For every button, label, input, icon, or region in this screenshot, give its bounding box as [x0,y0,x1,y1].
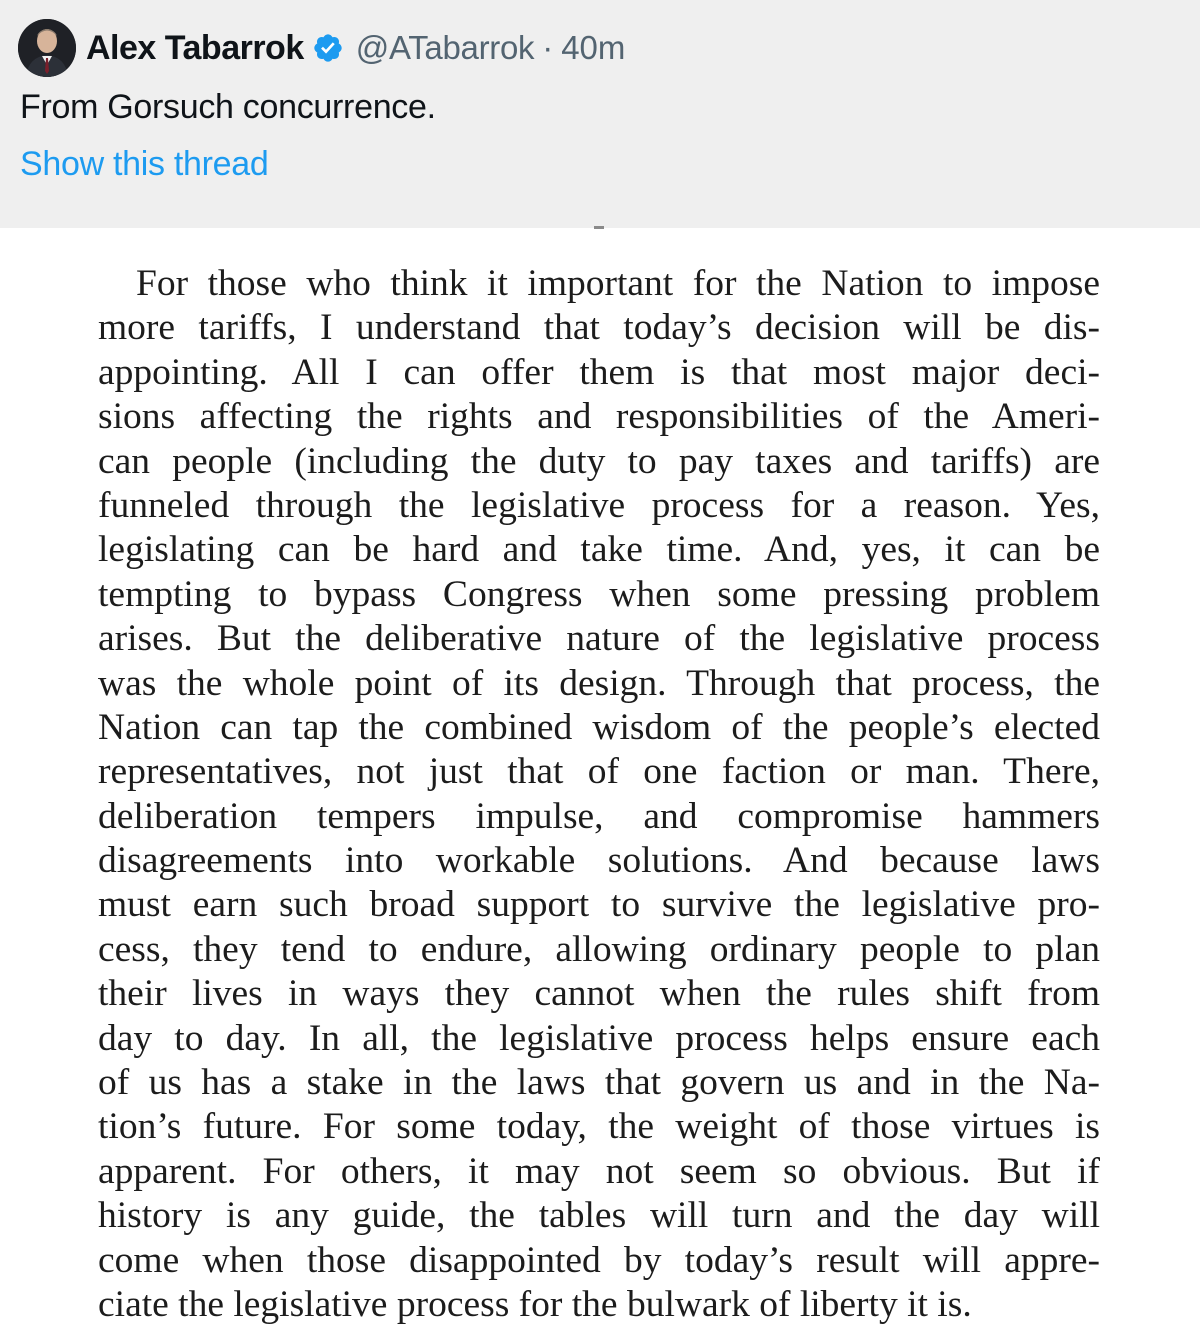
separator-dot: · [542,29,554,66]
document-line: disagreements into workable solutions. And because laws [98,840,1100,882]
document-line: Nation can tap the combined wisdom of the people’s elected [98,706,1100,748]
document-line: deliberation tempers impulse, and compromise hammers [98,795,1100,837]
document-line: legislating can be hard and take time. And, yes, it can be [98,529,1100,571]
document-line: arises. But the deliberative nature of the legislative process [98,618,1100,660]
document-excerpt [98,262,1100,1327]
author-row [86,24,625,72]
document-line: their lives in ways they cannot when the rules shift from [98,973,1100,1015]
scan-artifact [594,226,604,229]
author-name[interactable]: Alex Tabarrok [86,28,304,67]
document-line: come when those disappointed by today’s result will appre- [98,1239,1100,1281]
document-line: day to day. In all, the legislative process helps ensure each [98,1017,1100,1059]
document-line: cess, they tend to endure, allowing ordinary people to plan [98,928,1100,970]
document-line: of us has a stake in the laws that govern us and in the Na- [98,1062,1100,1104]
document-line: ciate the legislative process for the bulwark of liberty it is. [98,1283,972,1325]
timestamp[interactable]: 40m [561,29,626,66]
document-line: was the whole point of its design. Through that process, the [98,662,1100,704]
show-thread-link[interactable]: Show this thread [20,145,269,183]
author-handle[interactable]: @ATabarrok [355,29,535,66]
verified-badge-icon [312,32,344,64]
document-line: For those who think it important for the Nation to impose [136,263,1100,304]
tweet-text: From Gorsuch concurrence. [20,88,436,126]
document-line: tempting to bypass Congress when some pressing problem [98,573,1100,615]
document-line: appointing. All I can offer them is that most major deci- [98,351,1100,393]
document-line: more tariffs, I understand that today’s decision will be dis- [98,307,1100,349]
avatar-icon[interactable] [18,19,76,77]
document-line: funneled through the legislative process for a reason. Yes, [98,484,1100,526]
document-line: history is any guide, the tables will turn and the day will [98,1195,1100,1237]
document-line: must earn such broad support to survive the legislative pro- [98,884,1100,926]
document-line: apparent. For others, it may not seem so obvious. But if [98,1150,1100,1192]
tweet-header [0,0,1200,228]
document-line: tion’s future. For some today, the weight of those virtues is [98,1106,1100,1148]
document-line: can people (including the duty to pay taxes and tariffs) are [98,440,1100,482]
document-line: representatives, not just that of one faction or man. There, [98,751,1100,793]
document-line: sions affecting the rights and responsibilities of the Ameri- [98,396,1100,438]
